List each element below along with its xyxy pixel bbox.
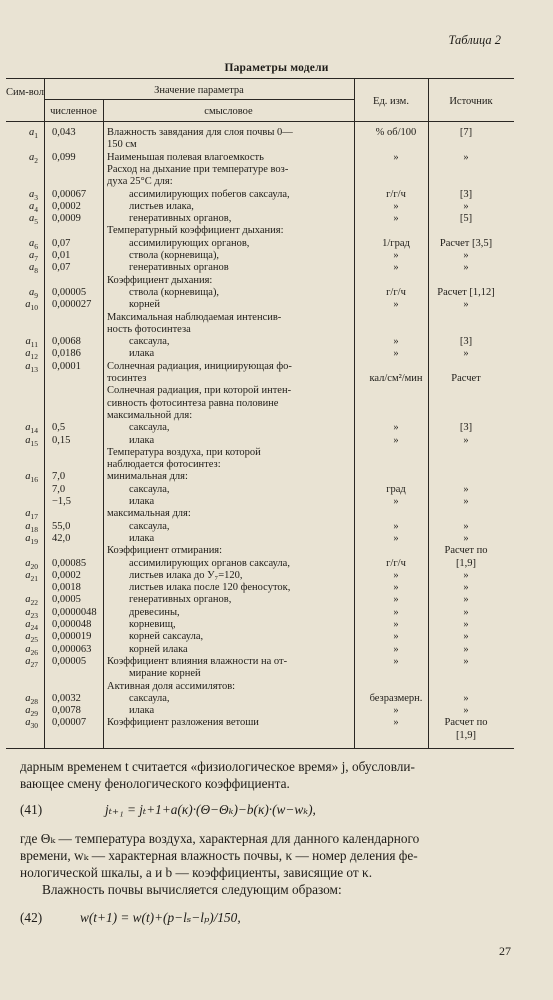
- param-description: корней: [129, 299, 160, 311]
- param-unit: »: [393, 569, 399, 581]
- param-unit: »: [393, 348, 399, 360]
- param-description: Солнечная радиация, инициирующая фо-: [107, 360, 292, 372]
- param-source: »: [463, 348, 469, 360]
- param-unit: кал/см²/мин: [369, 373, 423, 384]
- param-numeric-value: 0,000019: [52, 631, 92, 643]
- header-source: Источник: [449, 96, 493, 107]
- table-title: Параметры модели: [224, 62, 329, 74]
- param-source: »: [463, 532, 469, 544]
- param-unit: г/г/ч: [386, 188, 406, 200]
- param-numeric-value: 0,000063: [52, 643, 92, 655]
- param-symbol: $a_4$: [29, 200, 38, 214]
- param-unit: »: [393, 631, 399, 643]
- param-description: листьев илака до У₇=120,: [129, 569, 243, 581]
- param-source: »: [463, 151, 469, 163]
- header-meaning: смысловое: [204, 106, 253, 117]
- col-rule-3: [354, 78, 355, 748]
- header-value: Значение параметра: [154, 85, 244, 96]
- param-description: древесины,: [129, 606, 180, 618]
- param-description: Влажность завядания для слоя почвы 0—: [107, 127, 293, 138]
- param-description: ность фотосинтеза: [107, 323, 191, 335]
- param-unit: г/г/ч: [386, 286, 406, 298]
- param-numeric-value: 0,01: [52, 250, 71, 261]
- param-description: ствола (корневища),: [129, 286, 220, 298]
- param-description: Солнечная радиация, при которой интен-: [107, 385, 292, 397]
- param-numeric-value: 0,0186: [52, 348, 81, 360]
- header-bottom-rule: [6, 121, 514, 122]
- paragraph-line: Влажность почвы вычисляется следующим образом:: [42, 882, 342, 897]
- param-symbol: $a_2$: [29, 151, 38, 165]
- param-unit: »: [393, 496, 399, 507]
- param-description: саксаула,: [129, 336, 170, 348]
- equation-number-41: (41): [20, 802, 43, 817]
- param-symbol: $a_{27}$: [25, 655, 38, 669]
- param-description: Коэффициент влияния влажности на от-: [107, 655, 288, 667]
- param-numeric-value: 0,07: [52, 237, 71, 249]
- param-symbol: $a_{23}$: [25, 606, 38, 620]
- param-description: саксаула,: [129, 422, 170, 434]
- param-unit: »: [393, 299, 399, 311]
- param-source: Расчет по: [444, 717, 488, 729]
- param-symbol: $a_{12}$: [25, 348, 38, 362]
- param-numeric-value: 0,07: [52, 262, 71, 274]
- param-source: »: [463, 619, 469, 630]
- param-numeric-value: 0,15: [52, 434, 71, 446]
- param-source: »: [463, 594, 469, 606]
- param-source: Расчет [3,5]: [439, 237, 493, 249]
- header-sub-rule: [44, 99, 354, 100]
- col-rule-1: [44, 78, 45, 748]
- param-symbol: $a_3$: [29, 188, 38, 202]
- param-description: Активная доля ассимилятов:: [107, 680, 236, 692]
- param-description: саксаула,: [129, 483, 170, 495]
- param-unit: »: [393, 582, 399, 594]
- param-source: [3]: [459, 336, 473, 348]
- param-description: Расход на дыхание при температуре воз-: [107, 163, 289, 175]
- param-symbol: $a_8$: [29, 262, 38, 276]
- param-source: »: [463, 299, 469, 311]
- param-source: »: [463, 200, 469, 212]
- page-number: 27: [499, 944, 511, 958]
- header-unit: Ед. изм.: [373, 96, 409, 107]
- param-unit: »: [393, 200, 399, 212]
- paragraph-line: где Θₖ — температура воздуха, характерная для данного календарного: [20, 831, 420, 846]
- param-description: генеративных органов,: [129, 213, 232, 225]
- param-symbol: $a_7$: [29, 250, 38, 264]
- param-symbol: $a_{26}$: [25, 643, 38, 657]
- param-description: Коэффициент отмирания:: [107, 545, 223, 557]
- param-numeric-value: 0,0032: [52, 692, 81, 704]
- param-source: [7]: [459, 127, 473, 138]
- param-unit: »: [393, 434, 399, 446]
- param-source: »: [463, 582, 469, 594]
- param-numeric-value: 0,0000048: [52, 606, 97, 618]
- param-description: 150 см: [107, 139, 137, 151]
- param-numeric-value: 0,00067: [52, 188, 87, 200]
- param-unit: »: [393, 262, 399, 274]
- param-numeric-value: 55,0: [52, 520, 71, 532]
- param-symbol: $a_{21}$: [25, 569, 38, 583]
- param-numeric-value: 7,0: [52, 483, 66, 495]
- param-numeric-value: 0,00085: [52, 557, 87, 569]
- param-description: илака: [129, 434, 155, 446]
- param-numeric-value: 7,0: [52, 471, 66, 483]
- param-description: ствола (корневища),: [129, 250, 220, 261]
- param-symbol: $a_{10}$: [25, 299, 38, 313]
- param-source: »: [463, 496, 469, 507]
- param-numeric-value: 0,00007: [52, 717, 87, 729]
- param-source: [1,9]: [455, 729, 477, 741]
- param-source: »: [463, 655, 469, 667]
- param-source: Расчет: [451, 373, 481, 384]
- param-symbol: $a_{29}$: [25, 705, 38, 719]
- param-symbol: $a_{30}$: [25, 717, 38, 731]
- param-description: саксаула,: [129, 692, 170, 704]
- param-unit: град: [386, 483, 406, 495]
- table-top-rule: [6, 78, 514, 79]
- param-symbol: $a_{11}$: [25, 336, 38, 350]
- param-unit: »: [393, 619, 399, 630]
- param-symbol: $a_{19}$: [25, 532, 38, 546]
- param-numeric-value: 0,000027: [52, 299, 92, 311]
- param-description: мирание корней: [129, 668, 201, 680]
- param-numeric-value: 0,000048: [52, 619, 92, 630]
- param-unit: »: [393, 250, 399, 261]
- param-source: »: [463, 643, 469, 655]
- header-numeric: численное: [50, 106, 97, 117]
- param-numeric-value: −1,5: [52, 496, 72, 507]
- param-unit: 1/град: [382, 237, 410, 249]
- param-description: минимальная для:: [107, 471, 188, 483]
- param-source: »: [463, 705, 469, 717]
- param-symbol: $a_5$: [29, 213, 38, 227]
- param-description: корней илака: [129, 643, 188, 655]
- param-description: ассимилирующих органов саксаула,: [129, 557, 290, 569]
- param-description: илака: [129, 532, 155, 544]
- param-description: тосинтез: [107, 373, 147, 384]
- param-numeric-value: 42,0: [52, 532, 71, 544]
- param-description: ассимилирующих побегов саксаула,: [129, 188, 290, 200]
- param-source: [5]: [459, 213, 473, 225]
- param-description: Коэффициент разложения ветоши: [107, 717, 259, 729]
- param-unit: г/г/ч: [386, 557, 406, 569]
- param-symbol: $a_{13}$: [25, 360, 38, 374]
- param-unit: безразмерн.: [369, 692, 423, 704]
- param-numeric-value: 0,0002: [52, 569, 81, 581]
- param-source: Расчет по: [444, 545, 488, 557]
- param-description: генеративных органов: [129, 262, 229, 274]
- param-unit: % об/100: [375, 127, 417, 138]
- paragraph-line: дарным временем t считается «физиологическое время» j, обусловли-: [20, 759, 415, 774]
- table-number: Таблица 2: [448, 33, 501, 47]
- param-source: Расчет [1,12]: [437, 286, 495, 298]
- param-source: »: [463, 692, 469, 704]
- param-symbol: $a_9$: [29, 286, 38, 300]
- param-unit: »: [393, 717, 399, 729]
- param-symbol: $a_{28}$: [25, 692, 38, 706]
- param-description: сивность фотосинтеза равна половине: [107, 397, 279, 409]
- param-numeric-value: 0,00005: [52, 286, 87, 298]
- param-description: Температура воздуха, при которой: [107, 446, 261, 458]
- param-unit: »: [393, 594, 399, 606]
- param-symbol: $a_{14}$: [25, 422, 38, 436]
- param-symbol: $a_1$: [29, 127, 38, 141]
- param-description: духа 25°С для:: [107, 176, 173, 188]
- paragraph-line: времени, wₖ — характерная влажность почвы, κ — номер деления фе-: [20, 848, 418, 863]
- param-unit: »: [393, 705, 399, 717]
- param-description: корневищ,: [129, 619, 176, 630]
- param-source: »: [463, 606, 469, 618]
- param-numeric-value: 0,00005: [52, 655, 87, 667]
- param-unit: »: [393, 336, 399, 348]
- param-unit: »: [393, 643, 399, 655]
- param-numeric-value: 0,043: [52, 127, 76, 138]
- param-description: Температурный коэффициент дыхания:: [107, 225, 284, 237]
- param-numeric-value: 0,099: [52, 151, 76, 163]
- param-numeric-value: 0,5: [52, 422, 66, 434]
- param-unit: »: [393, 422, 399, 434]
- param-symbol: $a_{16}$: [25, 471, 38, 485]
- param-source: »: [463, 520, 469, 532]
- param-numeric-value: 0,0078: [52, 705, 81, 717]
- param-description: корней саксаула,: [129, 631, 204, 643]
- param-description: Максимальная наблюдаемая интенсив-: [107, 311, 282, 323]
- param-description: максимальная для:: [107, 508, 191, 520]
- param-source: »: [463, 262, 469, 274]
- param-symbol: $a_6$: [29, 237, 38, 251]
- param-numeric-value: 0,0018: [52, 582, 81, 594]
- header-symbol: Сим-вол: [6, 87, 45, 98]
- param-source: »: [463, 483, 469, 495]
- param-unit: »: [393, 532, 399, 544]
- param-source: [3]: [459, 422, 473, 434]
- param-description: генеративных органов,: [129, 594, 232, 606]
- param-source: »: [463, 569, 469, 581]
- param-symbol: $a_{17}$: [25, 508, 38, 522]
- param-symbol: $a_{25}$: [25, 631, 38, 645]
- param-description: листьев илака после 120 феносуток,: [129, 582, 291, 594]
- param-numeric-value: 0,0001: [52, 360, 81, 372]
- param-description: Наименьшая полевая влагоемкость: [107, 151, 264, 163]
- param-numeric-value: 0,0005: [52, 594, 81, 606]
- param-symbol: $a_{20}$: [25, 557, 38, 571]
- param-description: илака: [129, 496, 155, 507]
- param-description: Коэффициент дыхания:: [107, 274, 213, 286]
- param-unit: »: [393, 151, 399, 163]
- equation-number-42: (42): [20, 910, 43, 925]
- param-numeric-value: 0,0068: [52, 336, 81, 348]
- param-unit: »: [393, 606, 399, 618]
- param-symbol: $a_{22}$: [25, 594, 38, 608]
- param-numeric-value: 0,0009: [52, 213, 81, 225]
- param-unit: »: [393, 520, 399, 532]
- param-source: [1,9]: [455, 557, 477, 569]
- paragraph-line: вающее смену фенологического коэффициента.: [20, 776, 290, 791]
- equation-41: jₜ₊₁ = jₜ+1+a(κ)·(Θ−Θₖ)−b(κ)·(w−wₖ),: [105, 802, 316, 817]
- param-description: максимальной для:: [107, 409, 193, 421]
- param-description: илака: [129, 705, 155, 717]
- param-symbol: $a_{18}$: [25, 520, 38, 534]
- paragraph-line: нологической шкалы, a и b — коэффициенты, зависящие от κ.: [20, 865, 373, 880]
- col-rule-2: [103, 99, 104, 748]
- param-source: »: [463, 434, 469, 446]
- param-description: ассимилирующих органов,: [129, 237, 250, 249]
- param-source: [3]: [459, 188, 473, 200]
- table-bottom-rule: [6, 748, 514, 749]
- param-source: »: [463, 631, 469, 643]
- param-symbol: $a_{15}$: [25, 434, 38, 448]
- equation-42: w(t+1) = w(t)+(p−lₛ−lₚ)/150,: [80, 910, 241, 925]
- param-unit: »: [393, 213, 399, 225]
- param-description: наблюдается фотосинтез:: [107, 459, 221, 471]
- param-unit: »: [393, 655, 399, 667]
- param-description: листьев илака,: [129, 200, 194, 212]
- param-description: илака: [129, 348, 155, 360]
- param-description: саксаула,: [129, 520, 170, 532]
- param-symbol: $a_{24}$: [25, 619, 38, 633]
- param-source: »: [463, 250, 469, 261]
- param-numeric-value: 0,0002: [52, 200, 81, 212]
